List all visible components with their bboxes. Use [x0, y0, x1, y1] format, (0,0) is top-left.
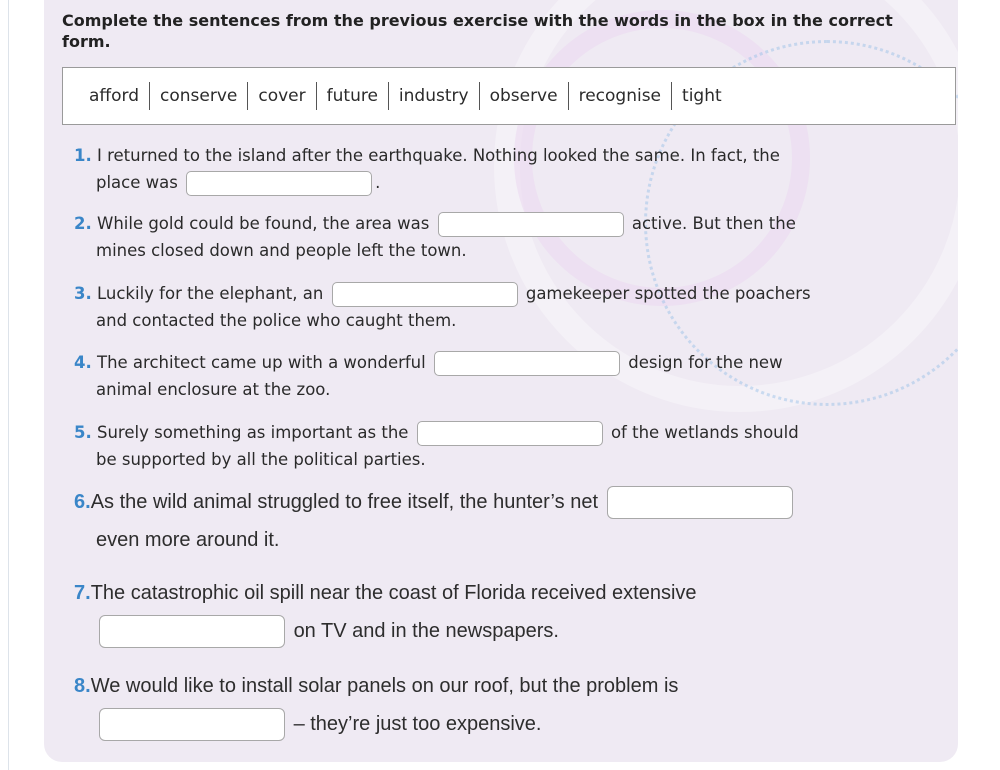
question-text: design for the new: [628, 353, 783, 372]
word-box-item: observe: [480, 82, 569, 110]
question-number: 3.: [74, 284, 92, 303]
question-text: – they’re just too expensive.: [293, 713, 542, 735]
answer-input-2[interactable]: [438, 212, 624, 237]
question-text: I returned to the island after the earthquake. Nothing looked the same. In fact, the: [97, 146, 780, 165]
question-text: and contacted the police who caught them.: [96, 311, 457, 330]
question-text: As the wild animal struggled to free itself, the hunter’s net: [90, 491, 599, 513]
question-text: Surely something as important as the: [97, 423, 409, 442]
answer-input-4[interactable]: [434, 351, 620, 376]
question-number: 6.: [74, 491, 91, 513]
question-text: .: [375, 173, 381, 192]
answer-input-1[interactable]: [186, 171, 372, 196]
question-6: [74, 483, 796, 559]
answer-input-3[interactable]: [332, 282, 518, 307]
question-text: place was: [96, 173, 178, 192]
question-text: mines closed down and people left the town.: [96, 241, 467, 260]
word-box-item: tight: [682, 86, 722, 106]
question-text: on TV and in the newspapers.: [293, 620, 559, 642]
word-box: [62, 67, 956, 125]
question-number: 4.: [74, 353, 92, 372]
question-2: [74, 210, 796, 264]
exercise-instruction: Complete the sentences from the previous exercise with the words in the box in the correct form.: [62, 11, 893, 51]
question-text: even more around it.: [96, 529, 280, 551]
word-box-item: afford: [79, 82, 150, 110]
answer-input-7[interactable]: [99, 615, 285, 648]
question-3: [74, 280, 811, 334]
word-box-item: cover: [248, 82, 316, 110]
question-1: [74, 142, 780, 196]
word-box-item: future: [317, 82, 389, 110]
question-text: active. But then the: [631, 214, 796, 233]
question-text: Luckily for the elephant, an: [97, 284, 324, 303]
question-text: The architect came up with a wonderful: [97, 353, 426, 372]
word-box-item: recognise: [569, 82, 672, 110]
question-4: [74, 349, 783, 403]
question-number: 1.: [74, 146, 92, 165]
answer-input-5[interactable]: [417, 421, 603, 446]
question-text: gamekeeper spotted the poachers: [525, 284, 811, 303]
word-box-item: conserve: [150, 82, 248, 110]
answer-input-6[interactable]: [607, 486, 793, 519]
question-number: 8.: [74, 675, 91, 697]
question-7: [74, 574, 697, 650]
question-text: The catastrophic oil spill near the coast of Florida received extensive: [90, 582, 697, 604]
question-text: While gold could be found, the area was: [97, 214, 430, 233]
question-text: We would like to install solar panels on our roof, but the problem is: [90, 675, 679, 697]
question-text: of the wetlands should: [610, 423, 799, 442]
question-number: 2.: [74, 214, 92, 233]
question-number: 5.: [74, 423, 92, 442]
question-5: [74, 419, 799, 473]
question-text: be supported by all the political parties.: [96, 450, 426, 469]
page-divider: [8, 0, 9, 770]
question-number: 7.: [74, 582, 91, 604]
word-box-item: industry: [389, 82, 480, 110]
question-8: [74, 667, 678, 743]
question-text: animal enclosure at the zoo.: [96, 380, 331, 399]
answer-input-8[interactable]: [99, 708, 285, 741]
